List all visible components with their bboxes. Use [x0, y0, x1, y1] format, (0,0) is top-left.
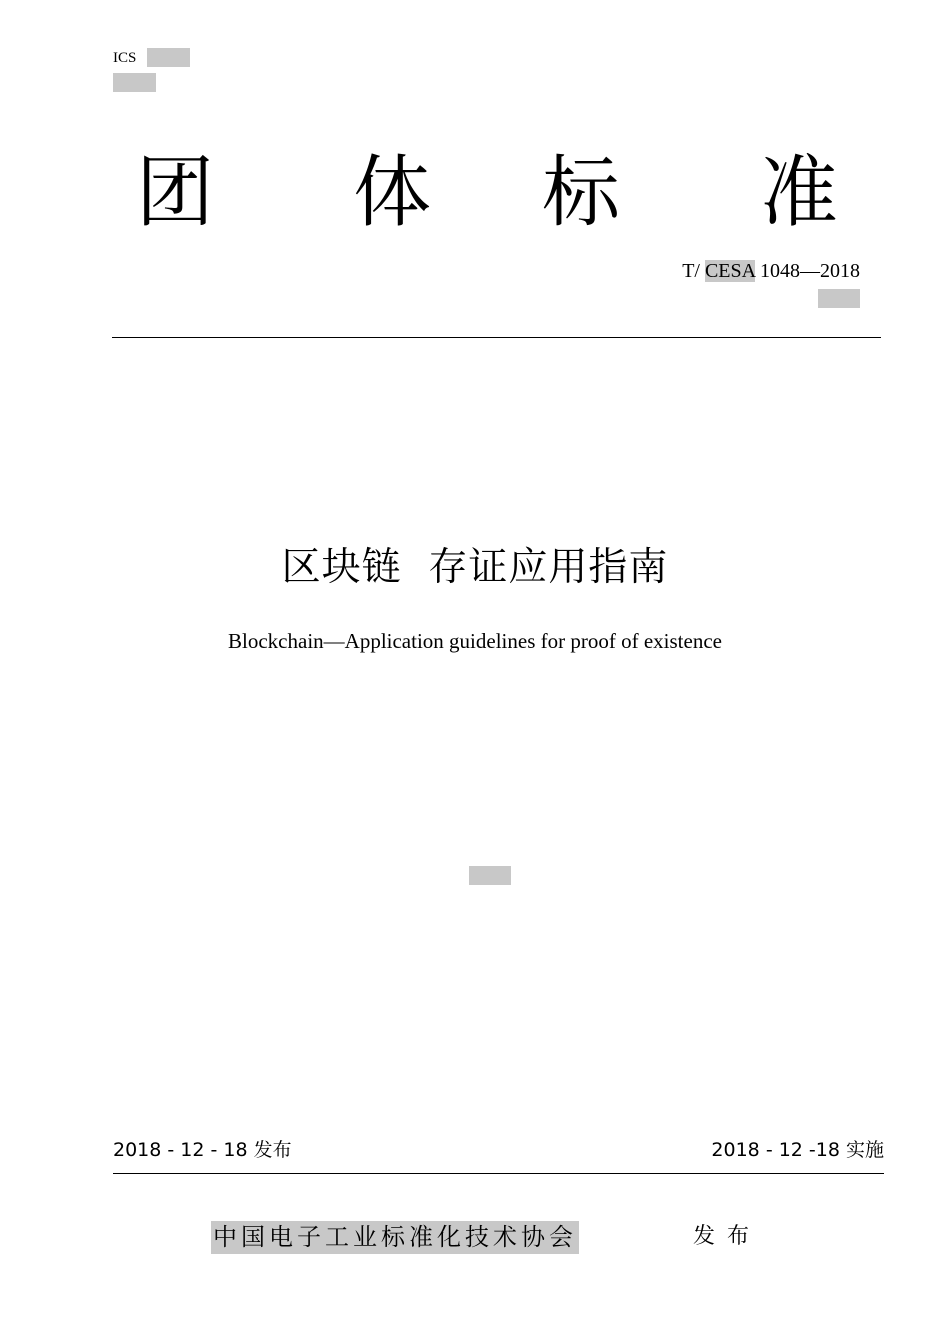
replaces-redacted [818, 289, 860, 308]
heading-char-3: 标 [542, 148, 621, 238]
heading-char-4: 准 [760, 148, 839, 238]
implement-date: 2018 - 12 -18 实施 [711, 1139, 884, 1161]
standard-org-code: CESA [704, 260, 755, 282]
publish-date: 2018 - 12 - 18 发布 [113, 1139, 292, 1161]
standard-prefix: T/ [682, 260, 705, 282]
heading-char-2: 体 [353, 148, 432, 238]
header-divider [112, 337, 881, 338]
document-title-cn: 区块链 存证应用指南 [281, 545, 669, 590]
footer-divider [113, 1173, 884, 1174]
publisher-name: 中国电子工业标准化技术协会 [211, 1221, 579, 1254]
standard-code: 1048—2018 [755, 260, 860, 282]
ics-subcode-redacted [113, 73, 156, 92]
standard-number [682, 259, 860, 283]
ics-code-redacted [147, 48, 190, 67]
ics-label: ICS [113, 50, 137, 66]
draft-status-redacted [469, 866, 511, 885]
document-title-en: Blockchain—Application guidelines for proof of existence [228, 629, 722, 653]
heading-char-1: 团 [136, 148, 215, 238]
publish-label: 发布 [693, 1224, 762, 1249]
